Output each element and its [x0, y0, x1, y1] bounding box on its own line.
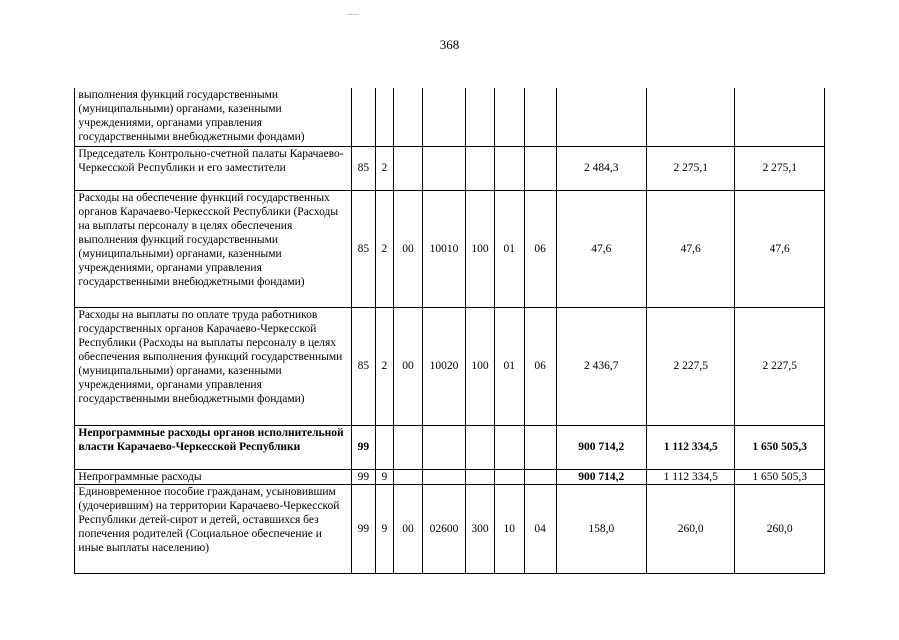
- cell-c4: [422, 469, 465, 484]
- cell-c5: [466, 469, 495, 484]
- cell-v1: 158,0: [556, 484, 646, 573]
- cell-c4: 02600: [422, 484, 465, 573]
- cell-c4: 10020: [422, 307, 465, 425]
- cell-c7: [524, 469, 556, 484]
- cell-c5: 100: [466, 190, 495, 307]
- cell-c3: 00: [394, 484, 423, 573]
- cell-c2: 9: [375, 484, 394, 573]
- cell-c1: 85: [352, 190, 376, 307]
- cell-c7: [524, 88, 556, 146]
- cell-c4: [422, 425, 465, 469]
- cell-c2: 9: [375, 469, 394, 484]
- cell-c1: 85: [352, 307, 376, 425]
- cell-c7: 06: [524, 307, 556, 425]
- table-row: [41, 190, 825, 307]
- row-name: Расходы на выплаты по оплате труда работников государственных органов Карачаево-Черкесской Республики (Расходы на выплаты персоналу в целях обеспечения выполнения функций государственными (муниципальными) органами, казенными учреждениями, органами управления государственными внебюджетными фондами): [75, 307, 352, 425]
- cell-v2: 1 112 334,5: [647, 425, 735, 469]
- cell-v1: 900 714,2: [556, 425, 646, 469]
- cell-v2: [647, 88, 735, 146]
- row-name: Единовременное пособие гражданам, усыновившим (удочерившим) на территории Карачаево-Черкесской Республики детей-сирот и детей, оставшихся без попечения родителей (Социальное обеспечение и иные выплаты населению): [75, 484, 352, 573]
- cell-v1: [556, 88, 646, 146]
- cell-v1: 47,6: [556, 190, 646, 307]
- row-name: Председатель Контрольно-счетной палаты Карачаево-Черкесской Республики и его заместители: [75, 146, 352, 190]
- cell-c7: 06: [524, 190, 556, 307]
- cell-c6: [494, 88, 524, 146]
- row-name: Непрограммные расходы: [75, 469, 352, 484]
- table-row: [41, 484, 825, 573]
- cell-c5: 100: [466, 307, 495, 425]
- cell-v2: 260,0: [647, 484, 735, 573]
- cell-c7: 04: [524, 484, 556, 573]
- cell-c2: 2: [375, 146, 394, 190]
- table-row: [41, 307, 825, 425]
- cell-c5: [466, 146, 495, 190]
- cell-c2: 2: [375, 190, 394, 307]
- table-row: [41, 88, 825, 146]
- cell-v1: 2 436,7: [556, 307, 646, 425]
- cell-v3: 1 650 505,3: [735, 425, 825, 469]
- cell-v3: 2 227,5: [735, 307, 825, 425]
- cell-v2: 1 112 334,5: [647, 469, 735, 484]
- cell-v3: 1 650 505,3: [735, 469, 825, 484]
- cell-v3: 260,0: [735, 484, 825, 573]
- cell-v3: 2 275,1: [735, 146, 825, 190]
- cell-v2: 47,6: [647, 190, 735, 307]
- cell-c5: [466, 88, 495, 146]
- cell-v1: 2 484,3: [556, 146, 646, 190]
- cell-c7: [524, 146, 556, 190]
- cell-c3: [394, 146, 423, 190]
- page-number: 368: [439, 37, 460, 52]
- cell-c5: [466, 425, 495, 469]
- cell-c6: 10: [494, 484, 524, 573]
- cell-c4: 10010: [422, 190, 465, 307]
- row-name: Расходы на обеспечение функций государственных органов Карачаево-Черкесской Республики (Расходы на выплаты персоналу в целях обеспечения выполнения функций государственными (муниципальными) органами, казенными учреждениями, органами управления государственными внебюджетными фондами): [75, 190, 352, 307]
- cell-v3: [735, 88, 825, 146]
- cell-c1: 99: [352, 425, 376, 469]
- table-row: [41, 425, 825, 469]
- budget-table: [41, 88, 825, 574]
- cell-c3: 00: [394, 307, 423, 425]
- cell-v1: 900 714,2: [556, 469, 646, 484]
- cell-c6: 01: [494, 307, 524, 425]
- cell-c4: [422, 88, 465, 146]
- cell-c6: [494, 425, 524, 469]
- cell-v2: 2 275,1: [647, 146, 735, 190]
- cell-c3: [394, 469, 423, 484]
- table-row: [41, 469, 825, 484]
- table-row: [41, 146, 825, 190]
- cell-c6: [494, 146, 524, 190]
- cell-c3: [394, 88, 423, 146]
- cell-c6: 01: [494, 190, 524, 307]
- cell-c6: [494, 469, 524, 484]
- row-name: Непрограммные расходы органов исполнительной власти Карачаево-Черкесской Республики: [75, 425, 352, 469]
- scan-speck: [347, 14, 359, 15]
- cell-c3: 00: [394, 190, 423, 307]
- cell-c2: [375, 88, 394, 146]
- cell-v2: 2 227,5: [647, 307, 735, 425]
- cell-c5: 300: [466, 484, 495, 573]
- cell-c3: [394, 425, 423, 469]
- cell-c2: [375, 425, 394, 469]
- cell-c1: 99: [352, 469, 376, 484]
- row-name: выполнения функций государственными (муниципальными) органами, казенными учреждениями, органами управления государственными внебюджетными фондами): [75, 88, 352, 146]
- cell-c1: [352, 88, 376, 146]
- cell-c1: 85: [352, 146, 376, 190]
- cell-c7: [524, 425, 556, 469]
- cell-c4: [422, 146, 465, 190]
- cell-v3: 47,6: [735, 190, 825, 307]
- cell-c2: 2: [375, 307, 394, 425]
- cell-c1: 99: [352, 484, 376, 573]
